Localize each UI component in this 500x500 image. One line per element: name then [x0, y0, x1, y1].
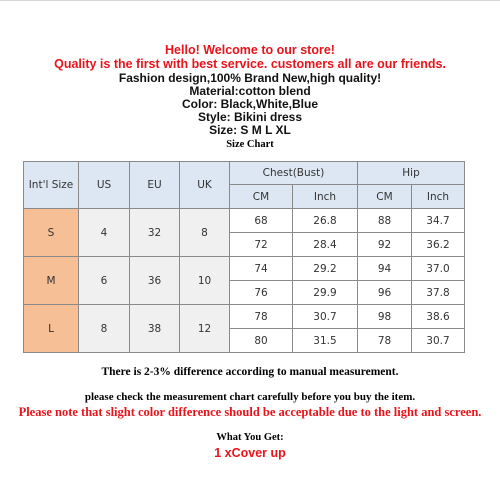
- quality-text: Quality is the first with best service. customers all are our friends.: [54, 57, 446, 71]
- hip-inch-cell: 38.6: [412, 305, 465, 329]
- hip-cm-cell: 78: [358, 329, 412, 353]
- header-chest-inch: Inch: [293, 185, 358, 209]
- hip-cm-cell: 88: [358, 209, 412, 233]
- hip-inch-cell: 36.2: [412, 233, 465, 257]
- header-intl-size: Int'l Size: [24, 162, 79, 209]
- table-row: [24, 209, 465, 233]
- table-row: [24, 305, 465, 329]
- check-note: please check the measurement chart carefully before you buy the item.: [84, 391, 416, 403]
- top-divider: [0, 0, 500, 1]
- chest-inch-cell: 29.9: [293, 281, 358, 305]
- header-us: US: [79, 162, 130, 209]
- chest-cm-cell: 76: [230, 281, 293, 305]
- hip-cm-cell: 96: [358, 281, 412, 305]
- hip-cm-cell: 94: [358, 257, 412, 281]
- chest-cm-cell: 74: [230, 257, 293, 281]
- chest-inch-cell: 31.5: [293, 329, 358, 353]
- size-chart-table: [23, 161, 465, 353]
- material-text: Material:cotton blend: [189, 84, 311, 98]
- chest-cm-cell: 72: [230, 233, 293, 257]
- size-cell: L: [24, 305, 79, 353]
- size-cell: S: [24, 209, 79, 257]
- table-row: [24, 257, 465, 281]
- color-text: Color: Black,White,Blue: [181, 97, 318, 111]
- hip-inch-cell: 37.0: [412, 257, 465, 281]
- header-hip-cm: CM: [358, 185, 412, 209]
- eu-cell: 38: [130, 305, 180, 353]
- size-text: Size: S M L XL: [209, 123, 291, 137]
- eu-cell: 36: [130, 257, 180, 305]
- chest-inch-cell: 28.4: [293, 233, 358, 257]
- header-chest: Chest(Bust): [230, 162, 358, 185]
- us-cell: 4: [79, 209, 130, 257]
- difference-note: There is 2-3% difference according to manual measurement.: [101, 366, 399, 378]
- header-hip: Hip: [358, 162, 465, 185]
- us-cell: 6: [79, 257, 130, 305]
- hip-inch-cell: 34.7: [412, 209, 465, 233]
- uk-cell: 8: [180, 209, 230, 257]
- color-difference-note: Please note that slight color difference should be acceptable due to the light and screen.: [18, 405, 482, 419]
- chest-inch-cell: 30.7: [293, 305, 358, 329]
- uk-cell: 10: [180, 257, 230, 305]
- welcome-text: Hello! Welcome to our store!: [165, 43, 335, 57]
- package-contents: 1 xCover up: [214, 446, 286, 460]
- size-cell: M: [24, 257, 79, 305]
- header-hip-inch: Inch: [412, 185, 465, 209]
- hip-cm-cell: 92: [358, 233, 412, 257]
- us-cell: 8: [79, 305, 130, 353]
- eu-cell: 32: [130, 209, 180, 257]
- hip-cm-cell: 98: [358, 305, 412, 329]
- header-eu: EU: [130, 162, 180, 209]
- hip-inch-cell: 37.8: [412, 281, 465, 305]
- fashion-text: Fashion design,100% Brand New,high quality!: [118, 71, 382, 85]
- header-uk: UK: [180, 162, 230, 209]
- chest-cm-cell: 80: [230, 329, 293, 353]
- style-text: Style: Bikini dress: [197, 110, 303, 124]
- size-chart-title: Size Chart: [226, 139, 274, 150]
- chest-cm-cell: 68: [230, 209, 293, 233]
- chest-inch-cell: 29.2: [293, 257, 358, 281]
- hip-inch-cell: 30.7: [412, 329, 465, 353]
- header-chest-cm: CM: [230, 185, 293, 209]
- uk-cell: 12: [180, 305, 230, 353]
- chest-cm-cell: 78: [230, 305, 293, 329]
- chest-inch-cell: 26.8: [293, 209, 358, 233]
- what-you-get-heading: What You Get:: [216, 432, 284, 443]
